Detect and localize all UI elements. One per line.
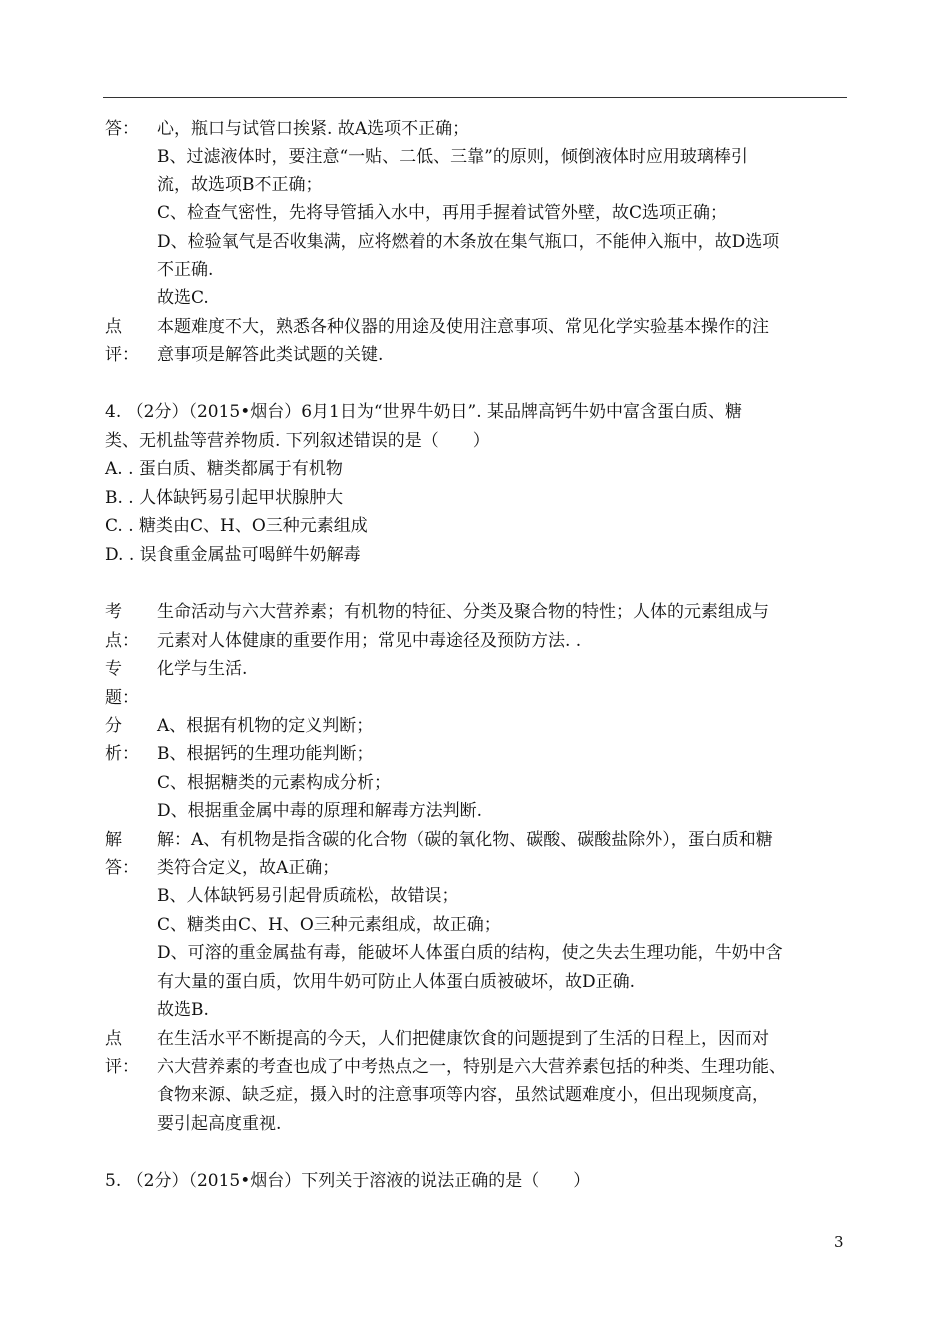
answer-line: 不正确. bbox=[157, 260, 214, 280]
answer-line: C、检查气密性，先将导管插入水中，再用手握着试管外壁，故C选项正确； bbox=[157, 203, 728, 223]
question-stem: 5. （2分）（2015•烟台）下列关于溶液的说法正确的是（ ） bbox=[105, 1171, 591, 1191]
answer-label: 答： bbox=[105, 119, 139, 139]
answer-line: 流，故选项B不正确； bbox=[157, 175, 323, 195]
page-number: 3 bbox=[834, 1233, 844, 1251]
jieda-line: B、人体缺钙易引起骨质疏松，故错误； bbox=[157, 886, 459, 906]
jieda-line: D、可溶的重金属盐有毒，能破坏人体蛋白质的结构，使之失去生理功能，牛奶中含 bbox=[157, 943, 783, 963]
jieda-line: 有大量的蛋白质，饮用牛奶可防止人体蛋白质被破坏，故D正确. bbox=[157, 972, 636, 992]
dianping-line: 六大营养素的考查也成了中考热点之一，特别是六大营养素包括的种类、生理功能、 bbox=[157, 1057, 786, 1077]
fenxi-line: A、根据有机物的定义判断； bbox=[157, 716, 374, 736]
dianping-label: 点 bbox=[105, 1029, 122, 1049]
option-c: C. . 糖类由C、H、O三种元素组成 bbox=[105, 516, 368, 536]
comment-line: 意事项是解答此类试题的关键. bbox=[157, 345, 384, 365]
answer-line: B、过滤液体时，要注意“一贴、二低、三靠”的原则，倾倒液体时应用玻璃棒引 bbox=[157, 147, 748, 167]
comment-label: 评： bbox=[105, 345, 139, 365]
zhuanti-line: 化学与生活. bbox=[157, 659, 248, 679]
dianping-line: 要引起高度重视. bbox=[157, 1114, 282, 1134]
dianping-line: 在生活水平不断提高的今天，人们把健康饮食的问题提到了生活的日程上，因而对 bbox=[157, 1029, 769, 1049]
answer-line: D、检验氧气是否收集满，应将燃着的木条放在集气瓶口，不能伸入瓶中，故D选项 bbox=[157, 232, 780, 252]
jieda-line: 类符合定义，故A正确； bbox=[157, 858, 340, 878]
answer-line: 心，瓶口与试管口挨紧. 故A选项不正确； bbox=[157, 119, 470, 139]
jieda-label: 解 bbox=[105, 830, 122, 850]
fenxi-label: 分 bbox=[105, 716, 122, 736]
option-b: B. . 人体缺钙易引起甲状腺肿大 bbox=[105, 488, 344, 508]
question-stem: 类、无机盐等营养物质. 下列叙述错误的是（ ） bbox=[105, 431, 490, 451]
jieda-line: C、糖类由C、H、O三种元素组成，故正确； bbox=[157, 915, 501, 935]
dianping-label: 评： bbox=[105, 1057, 139, 1077]
jieda-line: 故选B. bbox=[157, 1000, 209, 1020]
kaodian-label: 点： bbox=[105, 631, 139, 651]
dianping-line: 食物来源、缺乏症，摄入时的注意事项等内容，虽然试题难度小，但出现频度高， bbox=[157, 1085, 769, 1105]
fenxi-line: C、根据糖类的元素构成分析； bbox=[157, 773, 392, 793]
header-rule bbox=[103, 97, 847, 98]
option-a: A. . 蛋白质、糖类都属于有机物 bbox=[105, 459, 343, 479]
option-d: D. . 误食重金属盐可喝鲜牛奶解毒 bbox=[105, 545, 361, 565]
zhuanti-label: 题： bbox=[105, 688, 139, 708]
fenxi-line: D、根据重金属中毒的原理和解毒方法判断. bbox=[157, 801, 483, 821]
zhuanti-label: 专 bbox=[105, 659, 122, 679]
fenxi-label: 析： bbox=[105, 744, 139, 764]
kaodian-line: 元素对人体健康的重要作用；常见中毒途径及预防方法. . bbox=[157, 631, 582, 651]
fenxi-line: B、根据钙的生理功能判断； bbox=[157, 744, 374, 764]
kaodian-label: 考 bbox=[105, 602, 122, 622]
kaodian-line: 生命活动与六大营养素；有机物的特征、分类及聚合物的特性；人体的元素组成与 bbox=[157, 602, 769, 622]
jieda-label: 答： bbox=[105, 858, 139, 878]
comment-line: 本题难度不大，熟悉各种仪器的用途及使用注意事项、常见化学实验基本操作的注 bbox=[157, 317, 769, 337]
answer-line: 故选C. bbox=[157, 288, 209, 308]
question-stem: 4. （2分）（2015•烟台）6月1日为“世界牛奶日”. 某品牌高钙牛奶中富含蛋白质、糖 bbox=[105, 402, 743, 422]
jieda-line: 解：A、有机物是指含碳的化合物（碳的氧化物、碳酸、碳酸盐除外），蛋白质和糖 bbox=[157, 830, 773, 850]
comment-label: 点 bbox=[105, 317, 122, 337]
